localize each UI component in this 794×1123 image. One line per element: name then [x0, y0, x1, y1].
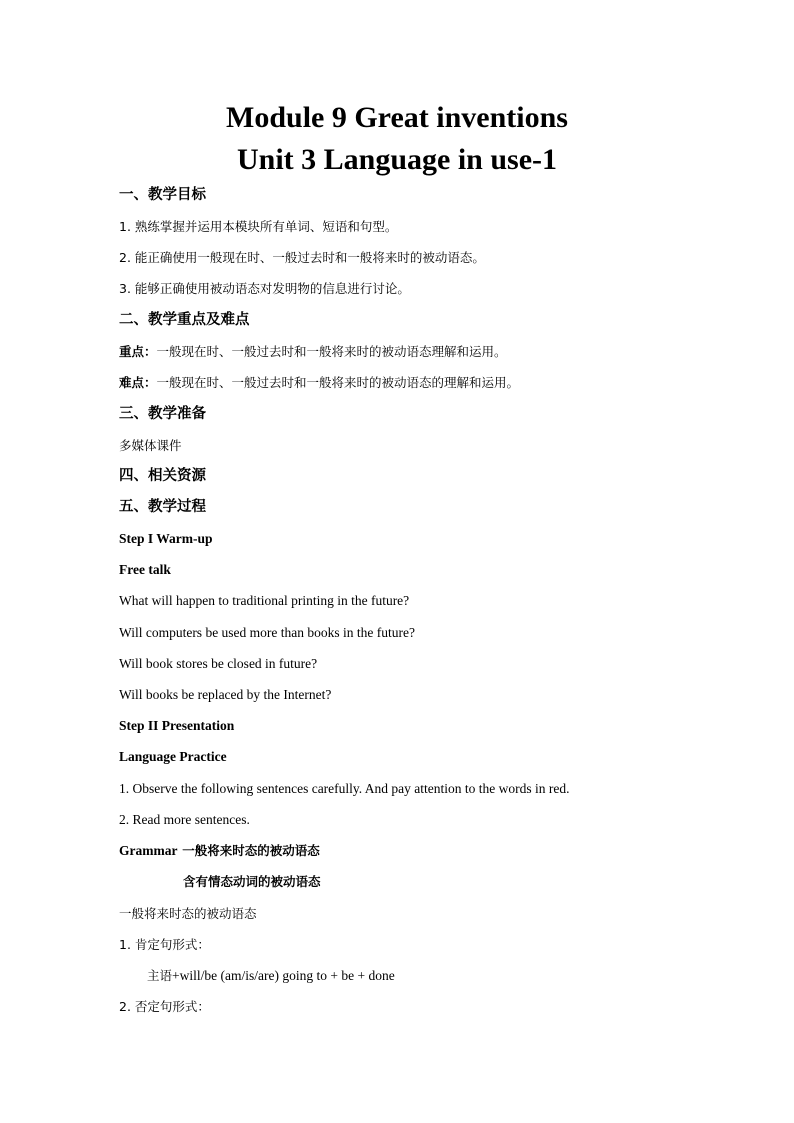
key-point-text: 一般现在时、一般过去时和一般将来时的被动语态理解和运用。	[156, 344, 507, 359]
grammar-label: Grammar	[119, 843, 178, 858]
section-4-heading: 四、相关资源	[119, 468, 206, 484]
instruction-1: 1. Observe the following sentences carefully. And pay attention to the words in red.	[119, 781, 570, 796]
objective-3: 3. 能够正确使用被动语态对发明物的信息进行讨论。	[119, 281, 410, 296]
question-3: Will book stores be closed in future?	[119, 656, 318, 671]
grammar-heading	[119, 842, 320, 860]
title-line-1: Module 9 Great inventions	[226, 101, 568, 134]
affirmative-label: 1. 肯定句形式：	[119, 937, 210, 952]
objective-2: 2. 能正确使用一般现在时、一般过去时和一般将来时的被动语态。	[119, 250, 485, 265]
step-1-heading: Step I Warm-up	[119, 531, 213, 546]
key-point-label: 重点：	[119, 344, 157, 359]
grammar-topic-1: 一般将来时态的被动语态	[182, 843, 320, 858]
question-4: Will books be replaced by the Internet?	[119, 687, 332, 702]
formula-subject: 主语	[147, 968, 173, 983]
question-2: Will computers be used more than books in the future?	[119, 625, 416, 640]
step-2-heading: Step II Presentation	[119, 718, 235, 733]
preparation-text: 多媒体课件	[119, 438, 182, 453]
key-point	[119, 343, 507, 361]
question-1: What will happen to traditional printing in the future?	[119, 593, 410, 608]
language-practice-heading: Language Practice	[119, 749, 227, 764]
difficult-point-label: 难点：	[119, 375, 157, 390]
grammar-topic-2: 含有情态动词的被动语态	[183, 874, 321, 889]
difficult-point	[119, 374, 519, 392]
negative-label: 2. 否定句形式：	[119, 999, 210, 1014]
title-line-2: Unit 3 Language in use-1	[236, 143, 558, 176]
free-talk-heading: Free talk	[119, 562, 171, 577]
formula-structure: +will/be (am/is/are) going to + be + done	[172, 968, 395, 983]
section-1-heading: 一、教学目标	[119, 187, 206, 203]
section-2-heading: 二、教学重点及难点	[119, 312, 250, 328]
section-5-heading: 五、教学过程	[119, 499, 206, 515]
future-passive-heading: 一般将来时态的被动语态	[119, 906, 257, 921]
section-3-heading: 三、教学准备	[119, 406, 206, 422]
instruction-2: 2. Read more sentences.	[119, 812, 250, 827]
difficult-point-text: 一般现在时、一般过去时和一般将来时的被动语态的理解和运用。	[156, 375, 520, 390]
objective-1: 1. 熟练掌握并运用本模块所有单词、短语和句型。	[119, 219, 398, 234]
affirmative-formula	[147, 967, 395, 985]
